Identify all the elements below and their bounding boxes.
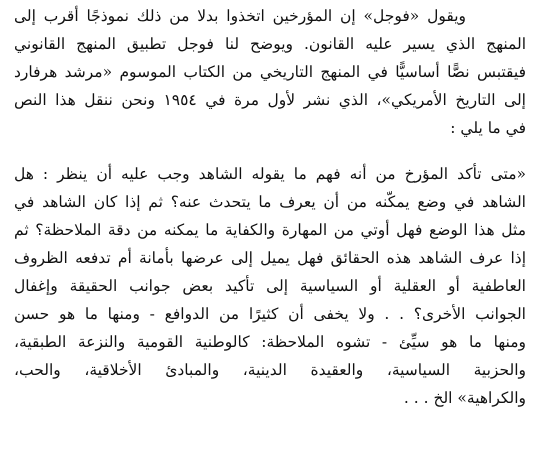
paragraph-intro xyxy=(14,2,526,142)
text-line: إلى التاريخ الأمريكي»، الذي نشر لأول مرة في ١٩٥٤ ونحن ننقل هذا النص xyxy=(14,91,526,109)
text-line: إذا عرف الشاهد هذه الحقائق فهل يميل إلى عرضها بأمانة أم تدفعه الظروف xyxy=(14,249,526,267)
text-line: ومنها ما هو سيِّئ - تشوه الملاحظة: كالوطنية القومية والنزعة الطبقية، xyxy=(14,333,526,351)
text-line: والحزبية السياسية، والعقيدة الدينية، والمبادئ الأخلاقية، والحب، xyxy=(14,361,526,379)
text-line: مثل هذا الوضع فهل أوتي من المهارة والكفاية ما يمكنه من دقة الملاحظة؟ ثم xyxy=(14,221,526,239)
text-line: العاطفية أو العقلية أو السياسية إلى تأكيد بعض جوانب الحقيقة وإغفال xyxy=(14,277,526,295)
text-line: «متى تأكد المؤرخ من أنه فهم ما يقوله الشاهد وجب عليه أن ينظر : هل xyxy=(14,165,526,183)
text-line: ويقول «فوجل» إن المؤرخين اتخذوا بدلا من ذلك نموذجًا أقرب إلى xyxy=(14,7,466,25)
text-line: والكراهية» الخ . . . xyxy=(403,389,526,407)
text-line: المنهج الذي يسير عليه القانون. ويوضح لنا فوجل تطبيق المنهج القانوني xyxy=(14,35,526,53)
text-line: فيقتبس نصًّا أساسيًّا في المنهج التاريخي من الكتاب الموسوم «مرشد هرفارد xyxy=(14,63,526,81)
text-line: في ما يلي : xyxy=(450,119,526,137)
text-line: الشاهد في وضع يمكّنه من أن يعرف ما يتحدث عنه؟ ثم إذا كان الشاهد في xyxy=(14,193,526,211)
text-line: الجوانب الأخرى؟ . . ولا يخفى أن كثيرًا من الدوافع - ومنها ما هو حسن xyxy=(14,305,526,323)
paragraph-quotation xyxy=(14,160,526,412)
